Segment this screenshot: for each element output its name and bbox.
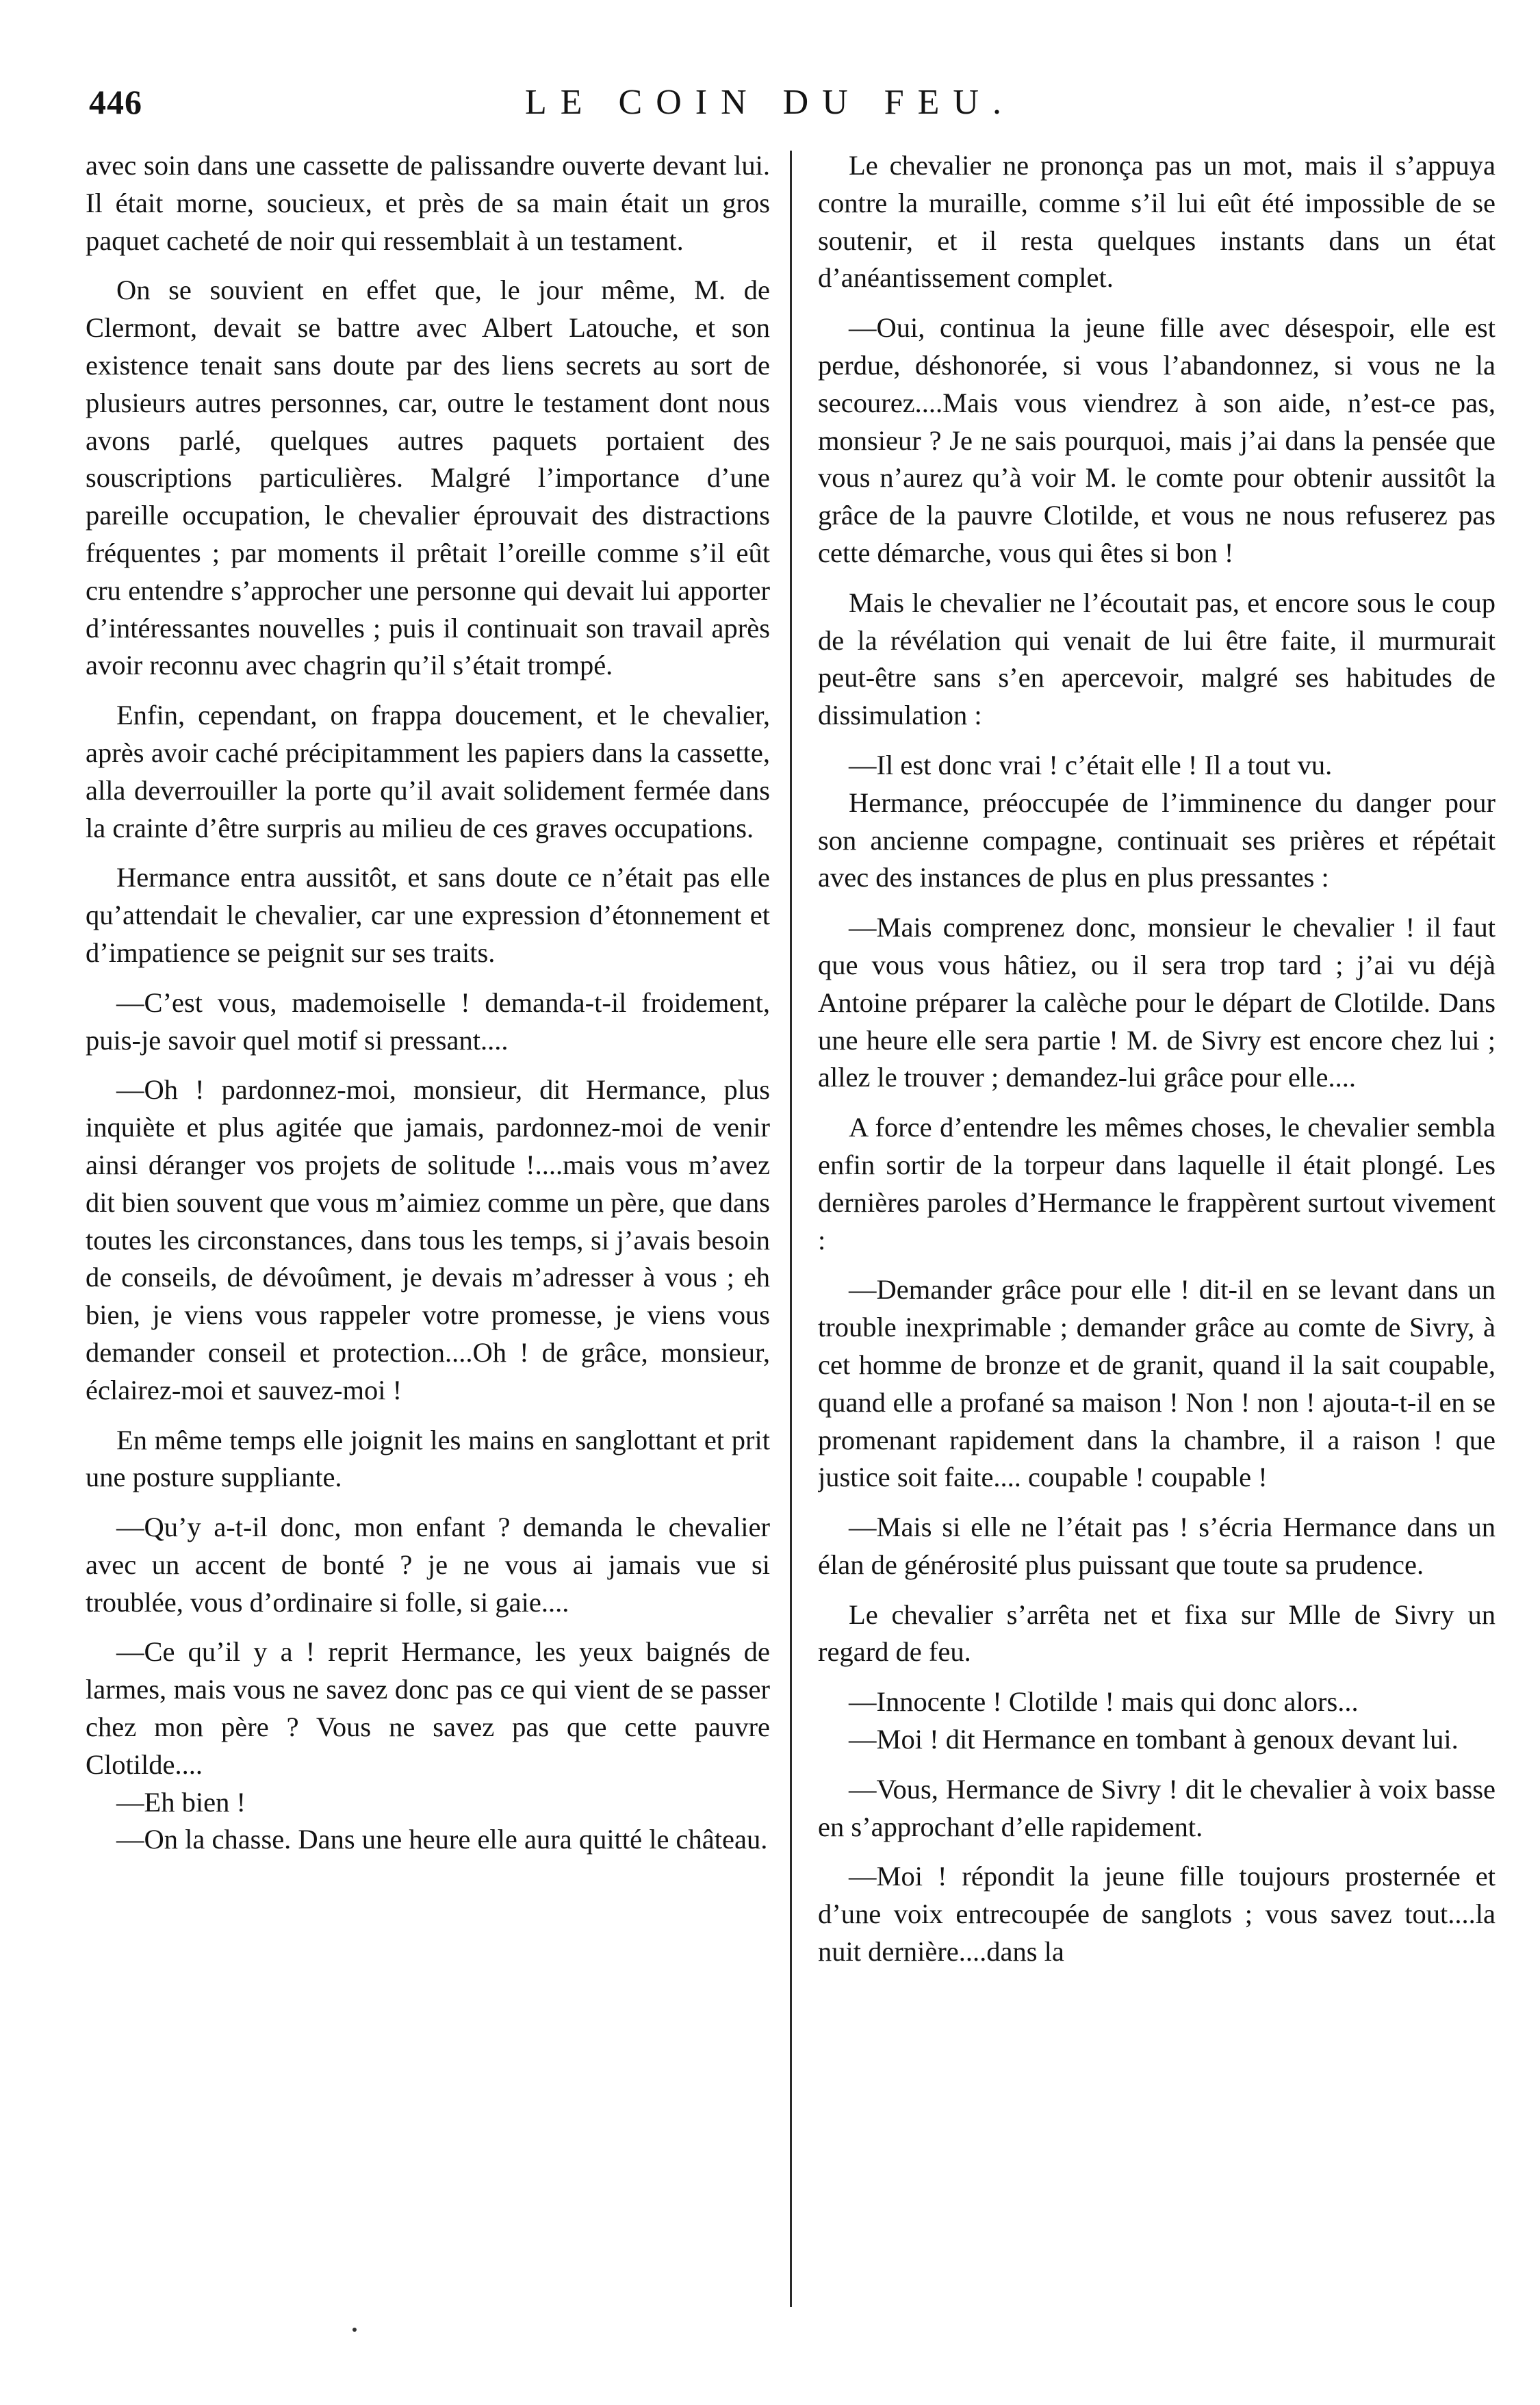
paragraph: —Oh ! pardonnez-moi, monsieur, dit Hermance, plus inquiète et plus agitée que jamais, pardonnez-moi de venir ainsi déranger vos projets de solitude !....mais vous m’avez dit bien souvent que vous m’aimiez comme un père, que dans toutes les circonstances, dans tous les temps, si j’avais besoin de conseils, de dévoûment, je devais m’adresser à vous ; eh bien, je viens vous rappeler votre promesse, je viens vous demander conseil et protection....Oh ! de grâce, monsieur, éclairez-moi et sauvez-moi ! [86, 1074, 770, 1405]
paragraph: —On la chasse. Dans une heure elle aura quitté le château. [116, 1824, 768, 1855]
paragraph: —Ce qu’il y a ! reprit Hermance, les yeux baignés de larmes, mais vous ne savez donc pas ce qui vient de se passer chez mon père ? Vous ne savez pas que cette pauvre Clotilde.... [86, 1636, 770, 1780]
paragraph: Le chevalier s’arrêta net et fixa sur Mlle de Sivry un regard de feu. [818, 1599, 1496, 1668]
paragraph: —Innocente ! Clotilde ! mais qui donc alors... [849, 1686, 1359, 1718]
paragraph: On se souvient en effet que, le jour même, M. de Clermont, devait se battre avec Albert Latouche, et son existence tenait sans doute par des liens secrets au sort de plusieurs autres personnes, car, outre le testament dont nous avons parlé, quelques autres paquets portaient des souscriptions particulières. Malgré l’importance d’une pareille occupation, le chevalier éprouvait des distractions fréquentes ; par moments il prêtait l’oreille comme s’il eût cru entendre s’approcher une personne qui devait lui apporter d’intéressantes nouvelles ; puis il continuait son travail après avoir reconnu avec chagrin qu’il s’était trompé. [86, 275, 770, 681]
running-title: LE COIN DU FEU. [525, 83, 1015, 122]
paragraph: avec soin dans une cassette de palissandre ouverte devant lui. Il était morne, soucieux, et près de sa main était un gros paquet cacheté de noir qui ressemblait à un testament. [86, 150, 770, 256]
page-number: 446 [89, 83, 142, 121]
right-text-column [818, 147, 1496, 2311]
paragraph: —Moi ! répondit la jeune fille toujours prosternée et d’une voix entrecoupée de sanglots ; vous savez tout....la nuit dernière....dans la [818, 1861, 1496, 1968]
page-header [89, 82, 1451, 123]
left-text-column [86, 147, 770, 2311]
paragraph: Enfin, cependant, on frappa doucement, et le chevalier, après avoir caché précipitamment les papiers dans la cassette, alla deverrouiller la porte qu’il avait solidement fermée dans la crainte d’être surpris au milieu de ces graves occupations. [86, 700, 770, 843]
paragraph: A force d’entendre les mêmes choses, le chevalier sembla enfin sortir de la torpeur dans laquelle il était plongé. Les dernières paroles d’Hermance le frappèrent surtout vivement : [818, 1112, 1496, 1256]
paragraph: —Eh bien ! [116, 1786, 246, 1818]
paragraph: Mais le chevalier ne l’écoutait pas, et encore sous le coup de la révélation qui venait de lui être faite, il murmurait peut-être sans s’en apercevoir, malgré ses habitudes de dissimulation : [818, 587, 1496, 731]
paragraph: —Mais comprenez donc, monsieur le chevalier ! il faut que vous vous hâtiez, ou il sera trop tard ; j’ai vu déjà Antoine préparer la calèche pour le départ de Clotilde. Dans une heure elle sera partie ! M. de Sivry est encore chez lui ; allez le trouver ; demandez-lui grâce pour elle.... [818, 912, 1496, 1093]
paragraph: —Il est donc vrai ! c’était elle ! Il a tout vu. [849, 749, 1333, 780]
paragraph: —Demander grâce pour elle ! dit-il en se levant dans un trouble inexprimable ; demander grâce au comte de Sivry, à cet homme de bronze et de granit, quand il la sait coupable, quand elle a profané sa maison ! Non ! non ! ajouta-t-il en se promenant rapidement dans la chambre, il a raison ! que justice soit faite.... coupable ! coupable ! [818, 1274, 1496, 1493]
paragraph: —Oui, continua la jeune fille avec désespoir, elle est perdue, déshonorée, si vous l’abandonnez, si vous ne la secourez....Mais vous viendrez à son aide, n’est-ce pas, monsieur ? Je ne sais pourquoi, mais j’ai dans la pensée que vous n’aurez qu’à voir M. le comte pour obtenir aussitôt la grâce de la pauvre Clotilde, et vous ne nous refuserez pas cette démarche, vous qui êtes si bon ! [818, 312, 1496, 568]
paragraph: Le chevalier ne prononça pas un mot, mais il s’appuya contre la muraille, comme s’il lui eût été impossible de se soutenir, et il resta quelques instants dans un état d’anéantissement complet. [818, 150, 1496, 294]
paragraph: En même temps elle joignit les mains en sanglottant et prit une posture suppliante. [86, 1424, 770, 1493]
paragraph: —Moi ! dit Hermance en tombant à genoux devant lui. [849, 1724, 1459, 1755]
paragraph: —C’est vous, mademoiselle ! demanda-t-il froidement, puis-je savoir quel motif si pressant.... [86, 987, 770, 1056]
paragraph: —Vous, Hermance de Sivry ! dit le chevalier à voix basse en s’approchant d’elle rapidement. [818, 1773, 1496, 1842]
paragraph: Hermance entra aussitôt, et sans doute ce n’était pas elle qu’attendait le chevalier, car une expression d’étonnement et d’impatience se peignit sur ses traits. [86, 862, 770, 968]
column-divider [790, 151, 792, 2307]
paragraph: —Mais si elle ne l’était pas ! s’écria Hermance dans un élan de générosité plus puissant que toute sa prudence. [818, 1512, 1496, 1580]
print-speck [352, 2328, 357, 2332]
paragraph: —Qu’y a-t-il donc, mon enfant ? demanda le chevalier avec un accent de bonté ? je ne vous ai jamais vue si troublée, vous d’ordinaire si folle, si gaie.... [86, 1512, 770, 1618]
paragraph: Hermance, préoccupée de l’imminence du danger pour son ancienne compagne, continuait ses prières et répétait avec des instances de plus en plus pressantes : [818, 787, 1496, 893]
